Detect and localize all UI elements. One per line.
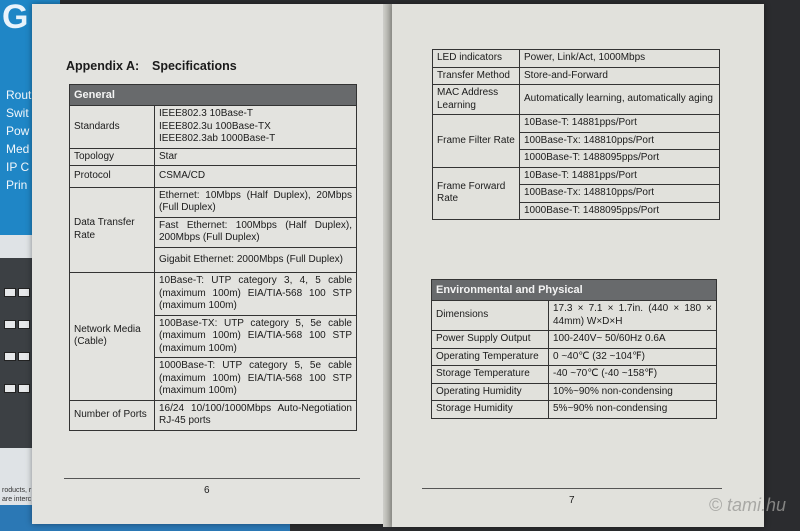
page-title bbox=[66, 59, 237, 73]
frame-filter-value: 1000Base-T: 1488095pps/Port bbox=[520, 150, 720, 168]
brochure-big-letter: G bbox=[2, 0, 29, 36]
topology-label: Topology bbox=[70, 148, 155, 166]
transfer-rate-label: Data Transfer Rate bbox=[70, 187, 155, 273]
network-media-value: 100Base-TX: UTP category 5, 5e cable (maximum 100m) EIA/TIA-568 100 STP (maximum 100m) bbox=[155, 315, 357, 358]
power-supply-value: 100-240V~ 50/60Hz 0.6A bbox=[549, 331, 717, 349]
right-page bbox=[392, 4, 764, 527]
frame-filter-value: 100Base-Tx: 148810pps/Port bbox=[520, 132, 720, 150]
brochure-line: IP C bbox=[6, 160, 30, 174]
port-icon bbox=[4, 384, 16, 393]
transfer-method-label: Transfer Method bbox=[433, 67, 520, 85]
photo-watermark: © tami.hu bbox=[708, 495, 786, 515]
brochure-line: Rout bbox=[6, 88, 32, 102]
brochure-footer-line: roducts, r bbox=[2, 487, 32, 494]
environment-header: Environmental and Physical bbox=[432, 280, 717, 301]
port-icon bbox=[18, 320, 30, 329]
brochure-line: Pow bbox=[6, 124, 30, 138]
brochure-footer-line: are interc bbox=[2, 496, 32, 503]
frame-forward-value: 100Base-Tx: 148810pps/Port bbox=[520, 185, 720, 203]
transfer-rate-value: Ethernet: 10Mbps (Half Duplex), 20Mbps (Full Duplex) bbox=[155, 187, 357, 217]
appendix-label: Appendix A: bbox=[66, 59, 140, 73]
network-media-value: 1000Base-T: UTP category 5, 5e cable (maximum 100m) EIA/TIA-568 100 STP (maximum 100m) bbox=[155, 358, 357, 401]
ports-value: 16/24 10/100/1000Mbps Auto-Negotiation RJ-45 ports bbox=[155, 400, 357, 430]
performance-spec-table bbox=[432, 49, 720, 220]
frame-forward-value: 10Base-T: 14881pps/Port bbox=[520, 167, 720, 185]
port-icon bbox=[18, 384, 30, 393]
mac-learning-value: Automatically learning, automatically aging bbox=[520, 85, 720, 115]
operating-humidity-label: Operating Humidity bbox=[432, 383, 549, 401]
frame-filter-value: 10Base-T: 14881pps/Port bbox=[520, 115, 720, 133]
brochure-text-lines bbox=[6, 86, 31, 194]
storage-humidity-value: 5%~90% non-condensing bbox=[549, 401, 717, 419]
frame-filter-label: Frame Filter Rate bbox=[433, 115, 520, 168]
operating-temperature-value: 0 ~40℃ (32 ~104℉) bbox=[549, 348, 717, 366]
protocol-value: CSMA/CD bbox=[155, 166, 357, 188]
general-spec-table bbox=[69, 84, 357, 431]
port-icon bbox=[4, 288, 16, 297]
standards-line: IEEE802.3ab 1000Base-T bbox=[159, 133, 276, 144]
standards-line: IEEE802.3u 100Base-TX bbox=[159, 120, 271, 132]
appendix-subtitle: Specifications bbox=[152, 59, 237, 73]
dimensions-label: Dimensions bbox=[432, 301, 549, 331]
standards-value bbox=[155, 106, 357, 149]
brochure-line: Med bbox=[6, 142, 30, 156]
topology-value: Star bbox=[155, 148, 357, 166]
frame-forward-value: 1000Base-T: 1488095pps/Port bbox=[520, 202, 720, 220]
port-icon bbox=[4, 320, 16, 329]
dimensions-value: 17.3 × 7.1 × 1.7in. (440 × 180 × 44mm) W×D×H bbox=[549, 301, 717, 331]
port-icon bbox=[18, 288, 30, 297]
left-page bbox=[32, 4, 388, 524]
port-icon bbox=[18, 352, 30, 361]
power-supply-label: Power Supply Output bbox=[432, 331, 549, 349]
ports-label: Number of Ports bbox=[70, 400, 155, 430]
frame-forward-label: Frame Forward Rate bbox=[433, 167, 520, 220]
storage-temperature-label: Storage Temperature bbox=[432, 366, 549, 384]
brochure-line: Prin bbox=[6, 178, 28, 192]
storage-temperature-value: -40 ~70℃ (-40 ~158℉) bbox=[549, 366, 717, 384]
network-media-label: Network Media (Cable) bbox=[70, 273, 155, 401]
brochure-line: Swit bbox=[6, 106, 29, 120]
operating-temperature-label: Operating Temperature bbox=[432, 348, 549, 366]
storage-humidity-label: Storage Humidity bbox=[432, 401, 549, 419]
footer-rule bbox=[422, 488, 722, 489]
transfer-rate-value: Fast Ethernet: 100Mbps (Half Duplex), 200Mbps (Full Duplex) bbox=[155, 217, 357, 247]
page-number: 7 bbox=[569, 495, 575, 506]
general-header: General bbox=[70, 85, 357, 106]
transfer-method-value: Store-and-Forward bbox=[520, 67, 720, 85]
page-number: 6 bbox=[204, 485, 210, 496]
port-icon bbox=[4, 352, 16, 361]
standards-line: IEEE802.3 10Base-T bbox=[159, 108, 253, 119]
brochure-footer bbox=[2, 486, 31, 504]
led-value: Power, Link/Act, 1000Mbps bbox=[520, 50, 720, 68]
transfer-rate-value: Gigabit Ethernet: 2000Mbps (Full Duplex) bbox=[155, 247, 357, 273]
network-media-value: 10Base-T: UTP category 3, 4, 5 cable (maximum 100m) EIA/TIA-568 100 STP (maximum 100m) bbox=[155, 273, 357, 316]
footer-rule bbox=[64, 478, 360, 479]
environment-spec-table bbox=[431, 279, 717, 419]
led-label: LED indicators bbox=[433, 50, 520, 68]
protocol-label: Protocol bbox=[70, 166, 155, 188]
mac-learning-label: MAC Address Learning bbox=[433, 85, 520, 115]
operating-humidity-value: 10%~90% non-condensing bbox=[549, 383, 717, 401]
standards-label: Standards bbox=[70, 106, 155, 149]
